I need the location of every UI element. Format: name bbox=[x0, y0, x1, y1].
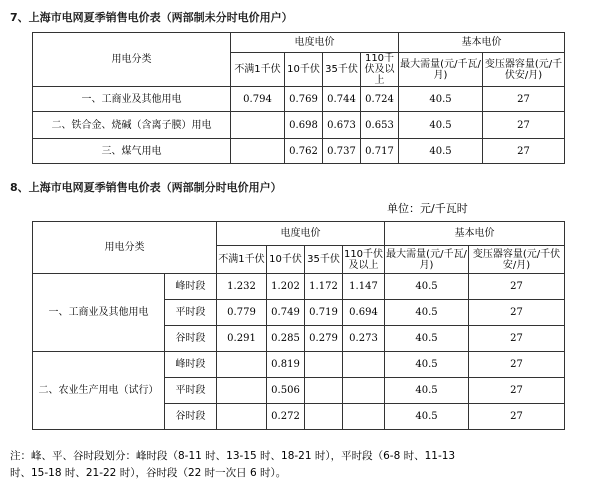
period-label: 峰时段 bbox=[165, 274, 217, 300]
voltage-header: 不满1千伏 bbox=[217, 246, 267, 274]
price-cell: 0.279 bbox=[305, 326, 343, 352]
price-cell bbox=[305, 378, 343, 404]
section8-title: 8、上海市电网夏季销售电价表（两部制分时电价用户） bbox=[10, 181, 282, 194]
footnote-line: 时、15-18 时、21-22 时），谷时段（22 时一次日 6 时）。 bbox=[10, 467, 287, 479]
capacity-cell: 27 bbox=[469, 404, 565, 430]
capacity-cell: 27 bbox=[483, 112, 565, 139]
price-cell: 0.673 bbox=[323, 112, 361, 139]
price-cell: 0.779 bbox=[217, 300, 267, 326]
row-category: 一、工商业及其他用电 bbox=[33, 274, 165, 352]
price-cell bbox=[231, 112, 285, 139]
price-cell: 0.819 bbox=[267, 352, 305, 378]
price-cell: 0.506 bbox=[267, 378, 305, 404]
price-cell: 0.744 bbox=[323, 87, 361, 112]
price-cell: 1.202 bbox=[267, 274, 305, 300]
capacity-cell: 27 bbox=[483, 139, 565, 164]
row-category: 二、铁合金、烧碱（含离子膜）用电 bbox=[33, 112, 231, 139]
capacity-cell: 27 bbox=[469, 378, 565, 404]
max-demand-cell: 40.5 bbox=[399, 139, 483, 164]
period-label: 平时段 bbox=[165, 300, 217, 326]
basic-price-header: 基本电价 bbox=[385, 222, 565, 246]
price-cell: 0.698 bbox=[285, 112, 323, 139]
max-demand-header: 最大需量(元/千瓦/月) bbox=[399, 53, 483, 87]
transformer-capacity-header: 变压器容量(元/千伏安/月) bbox=[469, 246, 565, 274]
category-header: 用电分类 bbox=[33, 33, 231, 87]
voltage-header: 35千伏 bbox=[323, 53, 361, 87]
row-category: 三、煤气用电 bbox=[33, 139, 231, 164]
tariff-table-8 bbox=[32, 221, 565, 430]
price-cell bbox=[231, 139, 285, 164]
price-cell bbox=[343, 404, 385, 430]
price-cell bbox=[343, 352, 385, 378]
price-cell: 0.272 bbox=[267, 404, 305, 430]
price-cell: 0.694 bbox=[343, 300, 385, 326]
max-demand-cell: 40.5 bbox=[399, 112, 483, 139]
category-header: 用电分类 bbox=[33, 222, 217, 274]
price-cell bbox=[217, 404, 267, 430]
price-cell: 0.273 bbox=[343, 326, 385, 352]
price-cell: 0.717 bbox=[361, 139, 399, 164]
price-cell bbox=[217, 378, 267, 404]
price-cell: 0.794 bbox=[231, 87, 285, 112]
row-category: 一、工商业及其他用电 bbox=[33, 87, 231, 112]
table-row bbox=[33, 87, 565, 112]
transformer-capacity-header: 变压器容量(元/千伏安/月) bbox=[483, 53, 565, 87]
price-cell: 1.147 bbox=[343, 274, 385, 300]
energy-price-header: 电度电价 bbox=[231, 33, 399, 53]
period-label: 谷时段 bbox=[165, 326, 217, 352]
voltage-header: 10千伏 bbox=[267, 246, 305, 274]
price-cell: 0.719 bbox=[305, 300, 343, 326]
price-cell: 0.653 bbox=[361, 112, 399, 139]
price-cell bbox=[217, 352, 267, 378]
unit-label: 单位：元/千瓦时 bbox=[387, 202, 468, 215]
voltage-header: 不满1千伏 bbox=[231, 53, 285, 87]
voltage-header: 10千伏 bbox=[285, 53, 323, 87]
capacity-cell: 27 bbox=[469, 352, 565, 378]
price-cell: 1.172 bbox=[305, 274, 343, 300]
capacity-cell: 27 bbox=[469, 326, 565, 352]
max-demand-cell: 40.5 bbox=[399, 87, 483, 112]
section7-title: 7、上海市电网夏季销售电价表（两部制未分时电价用户） bbox=[10, 11, 293, 24]
max-demand-cell: 40.5 bbox=[385, 352, 469, 378]
price-cell: 0.724 bbox=[361, 87, 399, 112]
price-cell bbox=[305, 352, 343, 378]
energy-price-header: 电度电价 bbox=[217, 222, 385, 246]
price-cell: 0.769 bbox=[285, 87, 323, 112]
table-row bbox=[33, 352, 565, 378]
capacity-cell: 27 bbox=[483, 87, 565, 112]
table-row bbox=[33, 274, 565, 300]
max-demand-cell: 40.5 bbox=[385, 300, 469, 326]
price-cell: 0.749 bbox=[267, 300, 305, 326]
max-demand-header: 最大需量(元/千瓦/月) bbox=[385, 246, 469, 274]
period-label: 谷时段 bbox=[165, 404, 217, 430]
voltage-header: 110千伏及以上 bbox=[361, 53, 399, 87]
row-category: 二、农业生产用电（试行） bbox=[33, 352, 165, 430]
max-demand-cell: 40.5 bbox=[385, 378, 469, 404]
voltage-header: 35千伏 bbox=[305, 246, 343, 274]
basic-price-header: 基本电价 bbox=[399, 33, 565, 53]
tariff-table-7 bbox=[32, 32, 565, 164]
capacity-cell: 27 bbox=[469, 300, 565, 326]
voltage-header: 110千伏及以上 bbox=[343, 246, 385, 274]
price-cell bbox=[305, 404, 343, 430]
footnote-line: 注：峰、平、谷时段划分：峰时段（8-11 时、13-15 时、18-21 时），平时段（6-8 时、11-13 bbox=[10, 450, 456, 462]
price-cell bbox=[343, 378, 385, 404]
max-demand-cell: 40.5 bbox=[385, 274, 469, 300]
price-cell: 0.291 bbox=[217, 326, 267, 352]
table-row bbox=[33, 112, 565, 139]
capacity-cell: 27 bbox=[469, 274, 565, 300]
max-demand-cell: 40.5 bbox=[385, 404, 469, 430]
period-label: 平时段 bbox=[165, 378, 217, 404]
price-cell: 0.762 bbox=[285, 139, 323, 164]
price-cell: 0.737 bbox=[323, 139, 361, 164]
footnote bbox=[10, 448, 580, 482]
price-cell: 1.232 bbox=[217, 274, 267, 300]
price-cell: 0.285 bbox=[267, 326, 305, 352]
period-label: 峰时段 bbox=[165, 352, 217, 378]
max-demand-cell: 40.5 bbox=[385, 326, 469, 352]
table-row bbox=[33, 139, 565, 164]
